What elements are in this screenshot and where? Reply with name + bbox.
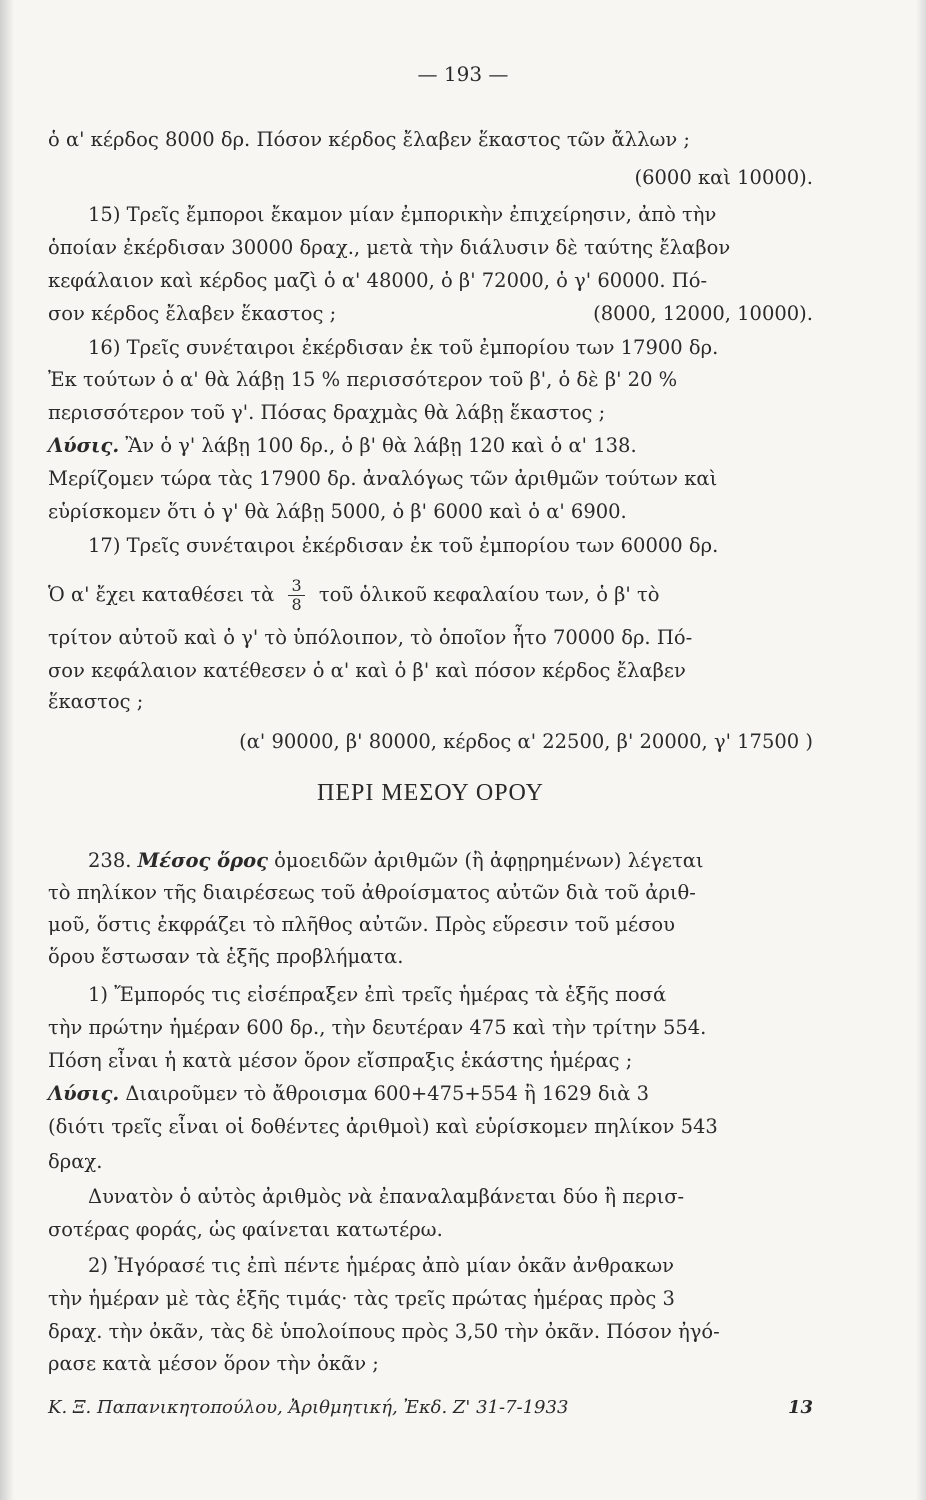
- text-line: Πόση εἶναι ἡ κατὰ μέσον ὅρον εἴσπραξις ἑκάστης ἡμέρας ;: [48, 1049, 633, 1072]
- text-line: σοτέρας φοράς, ὡς φαίνεται κατωτέρω.: [48, 1218, 443, 1241]
- text-span: Ὁ α' ἔχει καταθέσει τὰ: [48, 583, 275, 606]
- answer-line: (6000 καὶ 10000).: [634, 166, 813, 189]
- text-line: τὴν πρώτην ἡμέραν 600 δρ., τὴν δευτέραν 475 καὶ τὴν τρίτην 554.: [48, 1016, 707, 1039]
- text-line: τρίτον αὐτοῦ καὶ ὁ γ' τὸ ὑπόλοιπον, τὸ ὁποῖον ἦτο 70000 δρ. Πό-: [48, 626, 693, 649]
- fraction-numerator: 3: [288, 577, 304, 596]
- text-line: Δυνατὸν ὁ αὐτὸς ἀριθμὸς νὰ ἐπαναλαμβάνεται δύο ἢ περισ-: [88, 1185, 685, 1208]
- page-number: — 193 —: [417, 62, 509, 86]
- text-span: Διαιροῦμεν τὸ ἄθροισμα 600+475+554 ἢ 1629 διὰ 3: [119, 1082, 650, 1105]
- text-line: μοῦ, ὅστις ἐκφράζει τὸ πλῆθος αὐτῶν. Πρὸς εὕρεσιν τοῦ μέσου: [48, 913, 675, 936]
- text-line: 1) Ἔμπορός τις εἰσέπραξεν ἐπὶ τρεῖς ἡμέρας τὰ ἑξῆς ποσά: [88, 983, 667, 1006]
- text-line: [48, 299, 813, 329]
- solution-label: Λύσις.: [48, 434, 120, 457]
- text-line: εὑρίσκομεν ὅτι ὁ γ' θὰ λάβῃ 5000, ὁ β' 6000 καὶ ὁ α' 6900.: [48, 500, 627, 523]
- text-line: 15) Τρεῖς ἔμποροι ἔκαμον μίαν ἐμπορικὴν ἐπιχείρησιν, ἀπὸ τὴν: [88, 203, 717, 226]
- term-bold: Μέσος ὅρος: [137, 849, 268, 872]
- text-line: περισσότερον τοῦ γ'. Πόσας δραχμὰς θὰ λάβῃ ἕκαστος ;: [48, 401, 606, 424]
- text-line: ὅρου ἔστωσαν τὰ ἑξῆς προβλήματα.: [48, 945, 404, 968]
- fraction-denominator: 8: [291, 595, 302, 614]
- text-line: ρασε κατὰ μέσον ὅρον τὴν ὀκᾶν ;: [48, 1352, 379, 1375]
- text-line: 2) Ἠγόρασέ τις ἐπὶ πέντε ἡμέρας ἀπὸ μίαν ὀκᾶν ἀνθρακων: [88, 1254, 675, 1277]
- text-line: [48, 575, 813, 615]
- text-line: 16) Τρεῖς συνέταιροι ἐκέρδισαν ἐκ τοῦ ἐμπορίου των 17900 δρ.: [88, 336, 719, 359]
- section-title: ΠΕΡΙ ΜΕΣΟΥ ΟΡΟΥ: [316, 780, 545, 806]
- fraction: [288, 577, 304, 614]
- text-line: κεφάλαιον καὶ κέρδος μαζὶ ὁ α' 48000, ὁ β' 72000, ὁ γ' 60000. Πό-: [48, 269, 708, 292]
- text-span: σον κέρδος ἔλαβεν ἕκαστος ;: [48, 302, 337, 325]
- text-span: τοῦ ὁλικοῦ κεφαλαίου των, ὁ β' τὸ: [318, 583, 660, 606]
- text-line: σον κεφάλαιον κατέθεσεν ὁ α' καὶ ὁ β' καὶ πόσον κέρδος ἔλαβεν: [48, 659, 686, 682]
- text-line: Ἐκ τούτων ὁ α' θὰ λάβῃ 15 % περισσότερον τοῦ β', ὁ δὲ β' 20 %: [48, 368, 678, 391]
- text-line: ὁ α' κέρδος 8000 δρ. Πόσον κέρδος ἔλαβεν ἕκαστος τῶν ἄλλων ;: [48, 128, 690, 151]
- text-line: δραχ.: [48, 1150, 103, 1173]
- text-line: 17) Τρεῖς συνέταιροι ἐκέρδισαν ἐκ τοῦ ἐμπορίου των 60000 δρ.: [88, 534, 719, 557]
- text-line: ἕκαστος ;: [48, 690, 144, 713]
- text-line: Μερίζομεν τώρα τὰς 17900 δρ. ἀναλόγως τῶν ἀριθμῶν τούτων καὶ: [48, 467, 718, 490]
- solution-label: Λύσις.: [48, 1082, 120, 1105]
- text-line: (διότι τρεῖς εἶναι οἱ δοθέντες ἀριθμοὶ) καὶ εὑρίσκομεν πηλίκον 543: [48, 1115, 718, 1138]
- page-binding-shadow: [0, 0, 14, 1500]
- page-footer: [48, 1393, 813, 1423]
- text-line: [48, 431, 813, 461]
- text-line: δραχ. τὴν ὀκᾶν, τὰς δὲ ὑπολοίπους πρὸς 3,50 τὴν ὀκᾶν. Πόσον ἠγό-: [48, 1320, 720, 1343]
- text-span: ὁμοειδῶν ἀριθμῶν (ἢ ἀφῃρημένων) λέγεται: [267, 849, 704, 872]
- text-line: [48, 1079, 813, 1109]
- signature-number: 13: [787, 1397, 813, 1418]
- answer-line: (α' 90000, β' 80000, κέρδος α' 22500, β' 20000, γ' 17500 ): [239, 730, 813, 753]
- text-line: τὸ πηλίκον τῆς διαιρέσεως τοῦ ἀθροίσματος αὐτῶν διὰ τοῦ ἀριθ-: [48, 881, 696, 904]
- page-edge-shadow: [916, 0, 926, 1500]
- text-span: Ἂν ὁ γ' λάβῃ 100 δρ., ὁ β' θὰ λάβῃ 120 καὶ ὁ α' 138.: [119, 434, 637, 457]
- text-line: τὴν ἡμέραν μὲ τὰς ἑξῆς τιμάς· τὰς τρεῖς πρώτας ἡμέρας πρὸς 3: [48, 1287, 675, 1310]
- paragraph-number: 238.: [88, 849, 138, 872]
- text-line: ὁποίαν ἐκέρδισαν 30000 δραχ., μετὰ τὴν διάλυσιν δὲ ταύτης ἔλαβον: [48, 236, 731, 259]
- answer-span: (8000, 12000, 10000).: [593, 302, 813, 325]
- footer-citation: Κ. Ξ. Παπανικητοπούλου, Ἀριθμητική, Ἐκδ. Ζ' 31-7-1933: [48, 1397, 569, 1418]
- text-line: [48, 846, 813, 876]
